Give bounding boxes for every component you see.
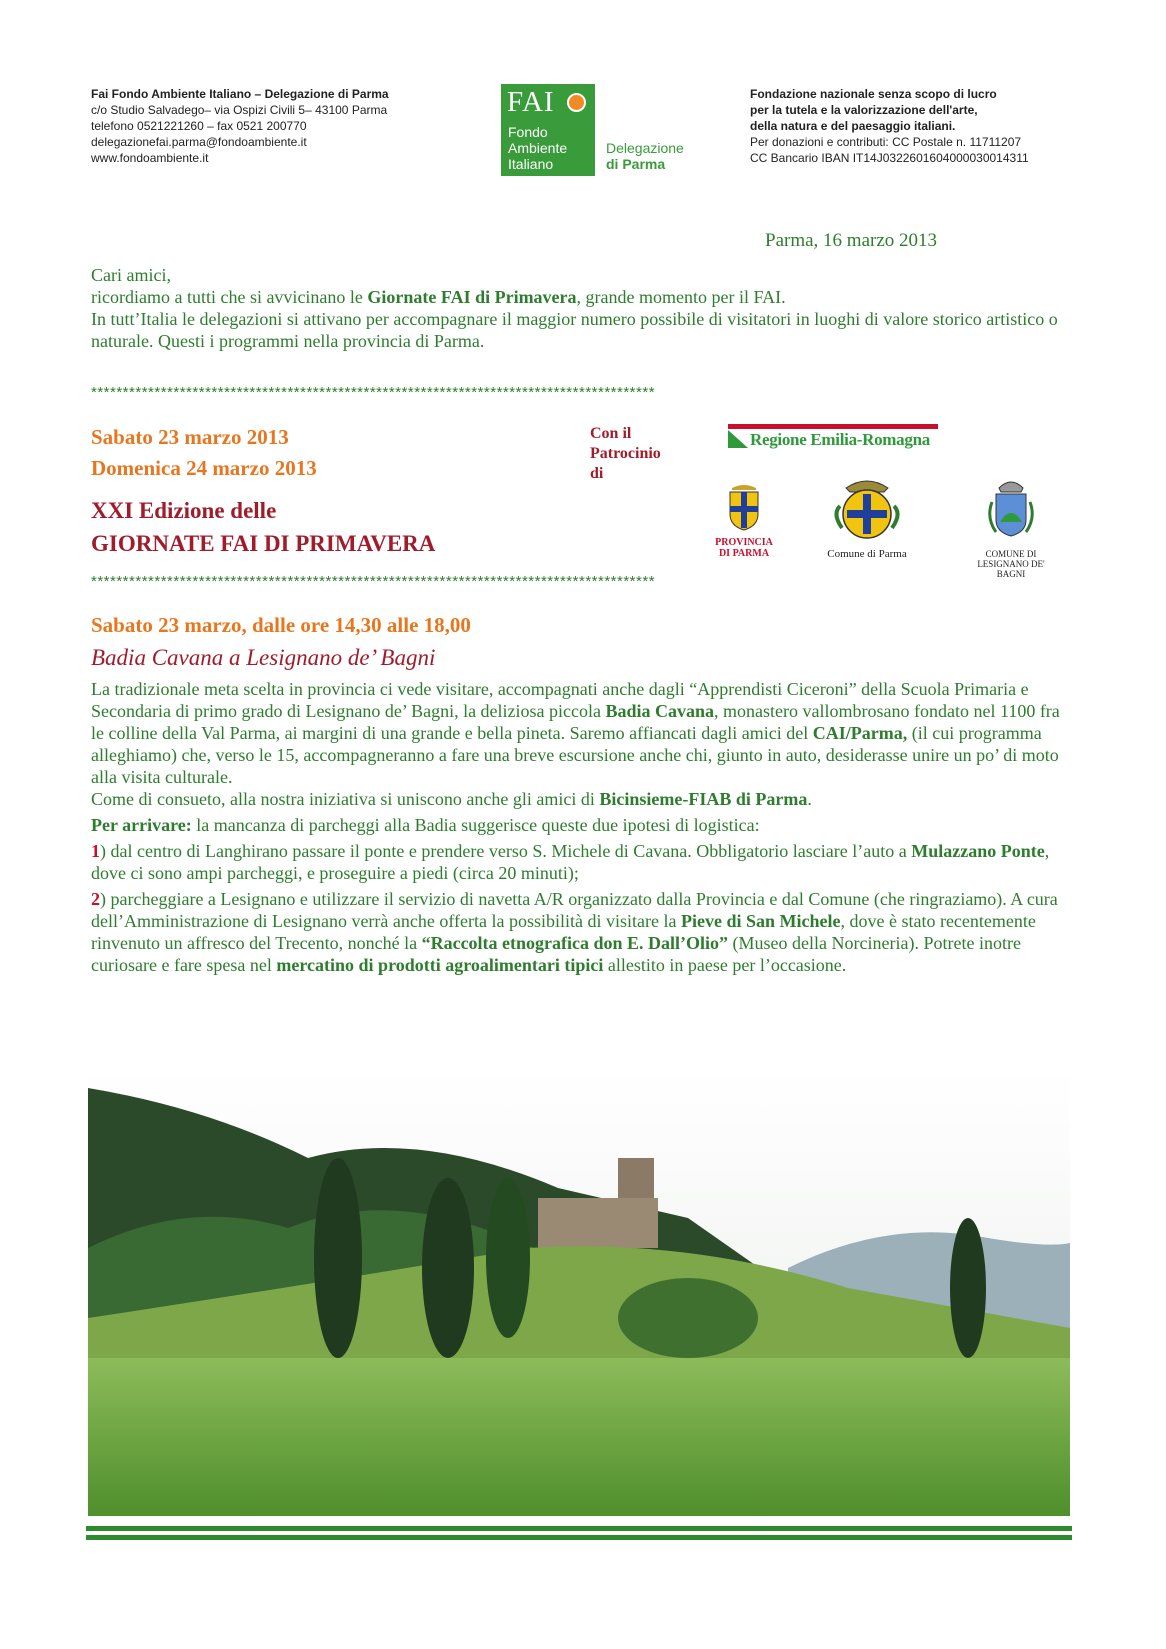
fai-logo	[501, 84, 595, 176]
body-highlight: Badia Cavana	[605, 701, 715, 721]
body-highlight: mercatino di prodotti agroalimentari tipici	[276, 955, 604, 975]
letter-date: Parma, 16 marzo 2013	[765, 230, 938, 251]
event-dates	[91, 422, 317, 484]
body-text: la mancanza di parcheggi alla Badia suggerisce queste due ipotesi di logistica:	[191, 815, 760, 835]
body-text: ) dal centro di Langhirano passare il ponte e prendere verso S. Michele di Cavana. Obbligatorio lasciare l’auto a	[100, 841, 912, 861]
section-body	[91, 678, 1071, 980]
badia-cavana-photo	[88, 1068, 1070, 1516]
donation-postal: Per donazioni e contributi: CC Postale n. 11711207	[750, 135, 1022, 149]
landscape-image	[88, 1068, 1070, 1516]
edition-line: XXI Edizione delle	[91, 498, 277, 523]
body-highlight: Per arrivare:	[91, 815, 192, 835]
regione-name: Regione Emilia-Romagna	[750, 430, 930, 449]
greeting: Cari amici,	[91, 265, 171, 285]
body-paragraph	[91, 888, 1071, 976]
body-text: , monastero vallombrosano fondato nel 1100 fra le colline della Val Parma, ai margini di una grande e bella pineta. Saremo affiancati dagli amici del	[91, 701, 1060, 743]
body-paragraph	[91, 814, 1071, 836]
foundation-line: della natura e del paesaggio italiani.	[750, 119, 956, 133]
body-paragraph	[91, 678, 1071, 810]
list-number: 1	[91, 841, 100, 861]
caption-line: PROVINCIA	[715, 537, 773, 548]
body-text: , dove è stato recentemente rinvenuto un affresco del Trecento, nonché la	[91, 911, 1036, 953]
foundation-line: per la tutela e la valorizzazione dell'arte,	[750, 103, 978, 117]
logo-sub-line: Ambiente	[508, 140, 568, 156]
intro-paragraph	[91, 264, 1071, 352]
patronage-line: di	[590, 465, 604, 482]
caption-line: DI PARMA	[718, 548, 770, 559]
list-number: 2	[91, 889, 100, 909]
edition-line: GIORNATE FAI DI PRIMAVERA	[91, 531, 436, 556]
comune-parma-crest	[812, 474, 922, 560]
crest-icon	[966, 474, 1056, 544]
caption-line: COMUNE DI	[985, 549, 1037, 559]
logo-sub-line: Italiano	[508, 156, 554, 172]
body-text: , dove ci sono ampi parcheggi, e proseguire a piedi (circa 20 minuti);	[91, 841, 1050, 883]
delegation-city: di Parma	[606, 156, 666, 172]
delegation-label	[606, 140, 684, 172]
separator-stars: *****************************************************************************************	[91, 384, 656, 401]
section-title: Badia Cavana a Lesignano de’ Bagni	[91, 645, 436, 670]
body-highlight: “Raccolta etnografica don E. Dall’Olio”	[421, 933, 729, 953]
org-name: Fai Fondo Ambiente Italiano – Delegazione di Parma	[91, 87, 389, 101]
event-edition-title	[91, 494, 435, 560]
org-website[interactable]: www.fondoambiente.it	[91, 151, 209, 165]
body-text: Come di consueto, alla nostra iniziativa si uniscono anche gli amici di	[91, 789, 600, 809]
event-date: Sabato 23 marzo 2013	[91, 425, 289, 449]
fai-logo-subtitle	[508, 124, 567, 172]
intro-line: In tutt’Italia le delegazioni si attivano per accompagnare il maggior numero possibile di visitatori in luoghi di valore storico artistico o naturale. Questi i programmi nella provincia di Parma.	[91, 309, 1058, 351]
sun-icon	[567, 93, 586, 112]
delegation-line: Delegazione	[606, 140, 684, 156]
body-highlight: Bicinsieme-FIAB di Parma	[599, 789, 808, 809]
comune-caption: Comune di Parma	[827, 548, 907, 560]
caption-line: LESIGNANO DE' BAGNI	[977, 559, 1045, 579]
logo-sub-line: Fondo	[508, 124, 548, 140]
body-text: .	[807, 789, 812, 809]
crest-icon	[812, 474, 922, 544]
patronage-line: Con il	[590, 425, 632, 442]
intro-highlight: Giornate FAI di Primavera	[367, 287, 577, 307]
body-text: (il cui programma alleghiamo) che, verso le 15, accompagneranno a fare una breve escursione anche chi, giunto in auto, desiderasse unire un po’ di moto alla visita culturale.	[91, 723, 1059, 787]
lesignano-crest	[966, 474, 1056, 579]
flag-icon	[728, 430, 748, 448]
intro-text: , grande momento per il FAI.	[576, 287, 786, 307]
intro-text: ricordiamo a tutti che si avvicinano le	[91, 287, 368, 307]
provincia-caption	[708, 537, 780, 559]
org-phone: telefono 0521221260 – fax 0521 200770	[91, 119, 307, 133]
header-foundation-info	[750, 86, 1110, 166]
patronage-line: Patrocinio	[590, 445, 661, 462]
fai-logo-text: FAI	[507, 86, 555, 118]
body-text: (Museo della Norcineria). Potrete inotre curiosare e fare spesa nel	[91, 933, 1021, 975]
intro-line	[91, 286, 1071, 308]
body-text: La tradizionale meta scelta in provincia ci vede visitare, accompagnati anche dagli “Apprendisti Ciceroni” della Scuola Primaria e Secondaria di primo grado di Lesignano de’ Bagni, la deliziosa piccola	[91, 679, 1029, 721]
provincia-crest	[708, 480, 780, 559]
org-email[interactable]: delegazionefai.parma@fondoambiente.it	[91, 135, 307, 149]
section-time: Sabato 23 marzo, dalle ore 14,30 alle 18,00	[91, 613, 471, 637]
event-date: Domenica 24 marzo 2013	[91, 456, 317, 480]
org-address: c/o Studio Salvadego– via Ospizi Civili 5– 43100 Parma	[91, 103, 388, 117]
separator-stars: *****************************************************************************************	[91, 573, 656, 590]
body-highlight: Mulazzano Ponte	[911, 841, 1045, 861]
regione-logo-bar	[728, 424, 938, 429]
footer-rule	[86, 1526, 1072, 1531]
body-text: ) parcheggiare a Lesignano e utilizzare il servizio di navetta A/R organizzato dalla Provincia e dal Comune (che ringraziamo). A cura dell’Amministrazione di Lesignano verrà anche offerta la possibilità di visitare la	[91, 889, 1058, 931]
donation-iban: CC Bancario IBAN IT14J0322601604000030014311	[750, 151, 1029, 165]
regione-logo	[728, 424, 938, 454]
foundation-line: Fondazione nazionale senza scopo di lucro	[750, 87, 997, 101]
patronage-label	[590, 424, 661, 484]
header-address	[91, 86, 451, 166]
body-highlight: CAI/Parma,	[812, 723, 908, 743]
body-text: allestito in paese per l’occasione.	[603, 955, 847, 975]
footer-rule	[86, 1535, 1072, 1540]
body-paragraph	[91, 840, 1071, 884]
shield-icon	[708, 480, 780, 532]
body-highlight: Pieve di San Michele	[680, 911, 841, 931]
